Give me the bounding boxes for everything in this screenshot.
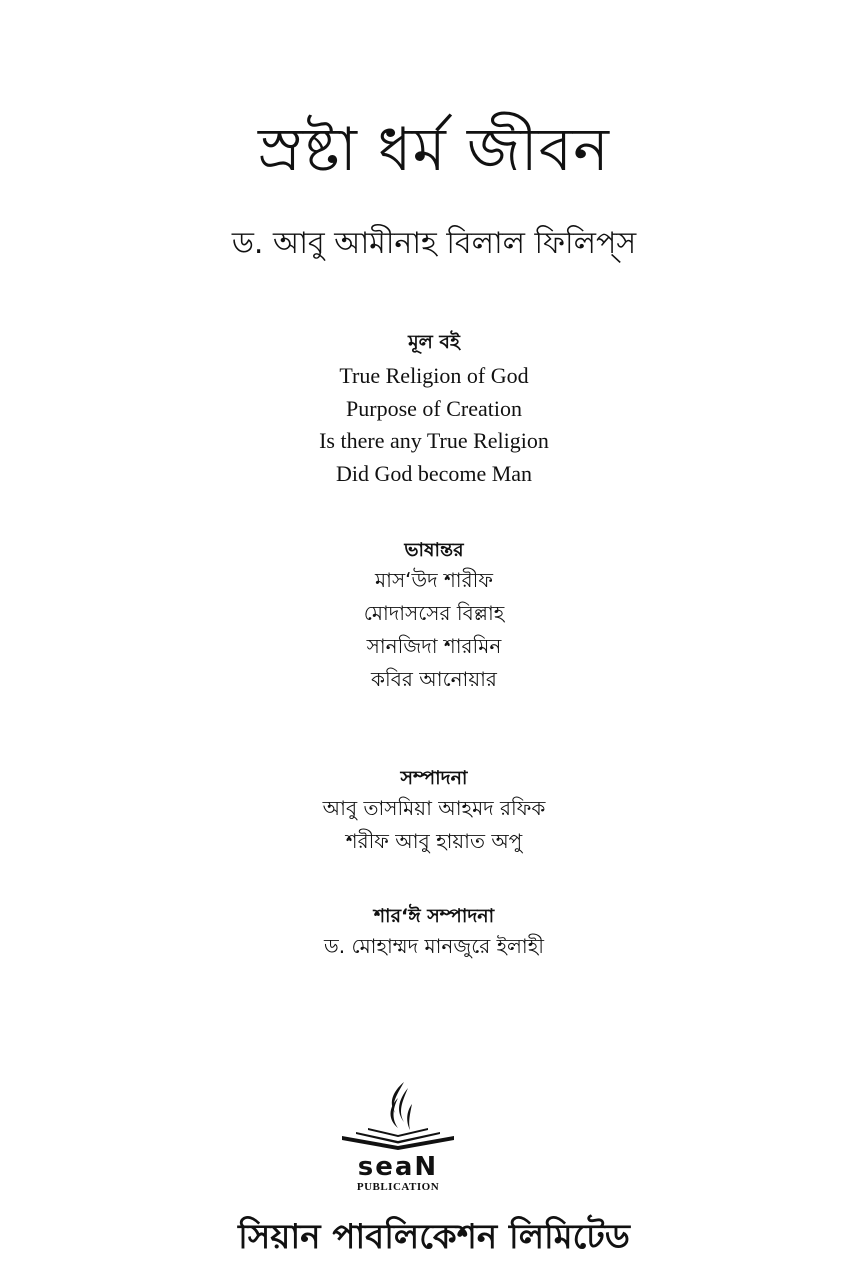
shariah-editing-heading: শার‘ঈ সম্পাদনা [373,905,495,927]
book-title: স্রষ্টা ধর্ম জীবন [258,115,610,185]
translation-section [0,536,868,696]
translation-heading: ভাষান্তর [404,539,464,561]
translator-name: কবির আনোয়ার [371,667,497,691]
publisher-logo [338,1078,458,1198]
editing-section [0,764,868,858]
editor-name: আবু তাসমিয়া আহমদ রফিক [322,796,546,820]
original-book-item: Is there any True Religion [319,428,549,453]
flame-book-logo-icon [338,1078,458,1156]
author-name: ড. আবু আমীনাহ বিলাল ফিলিপ্‌স [231,226,637,261]
editing-heading: সম্পাদনা [400,767,468,789]
translator-name: মাস‘উদ শারীফ [375,568,493,592]
original-books-section [0,328,868,490]
original-book-item: Did God become Man [335,460,533,486]
editor-name: শরীফ আবু হায়াত অপু [345,829,523,853]
original-book-item: Purpose of Creation [346,395,522,421]
publisher-name: সিয়ান পাবলিকেশন লিমিটেড [238,1217,630,1257]
logo-wordmark: seaN [357,1152,439,1182]
translator-name: মোদাসসের বিল্লাহ [363,601,505,625]
translator-name: সানজিদা শারমিন [366,634,502,658]
original-book-item: True Religion of God [339,363,529,388]
shariah-editor-name: ড. মোহাম্মদ মানজুরে ইলাহী [324,934,544,958]
logo-subtitle: PUBLICATION [356,1181,440,1193]
shariah-editing-section [0,902,868,963]
original-books-heading: মূল বই [408,331,460,353]
